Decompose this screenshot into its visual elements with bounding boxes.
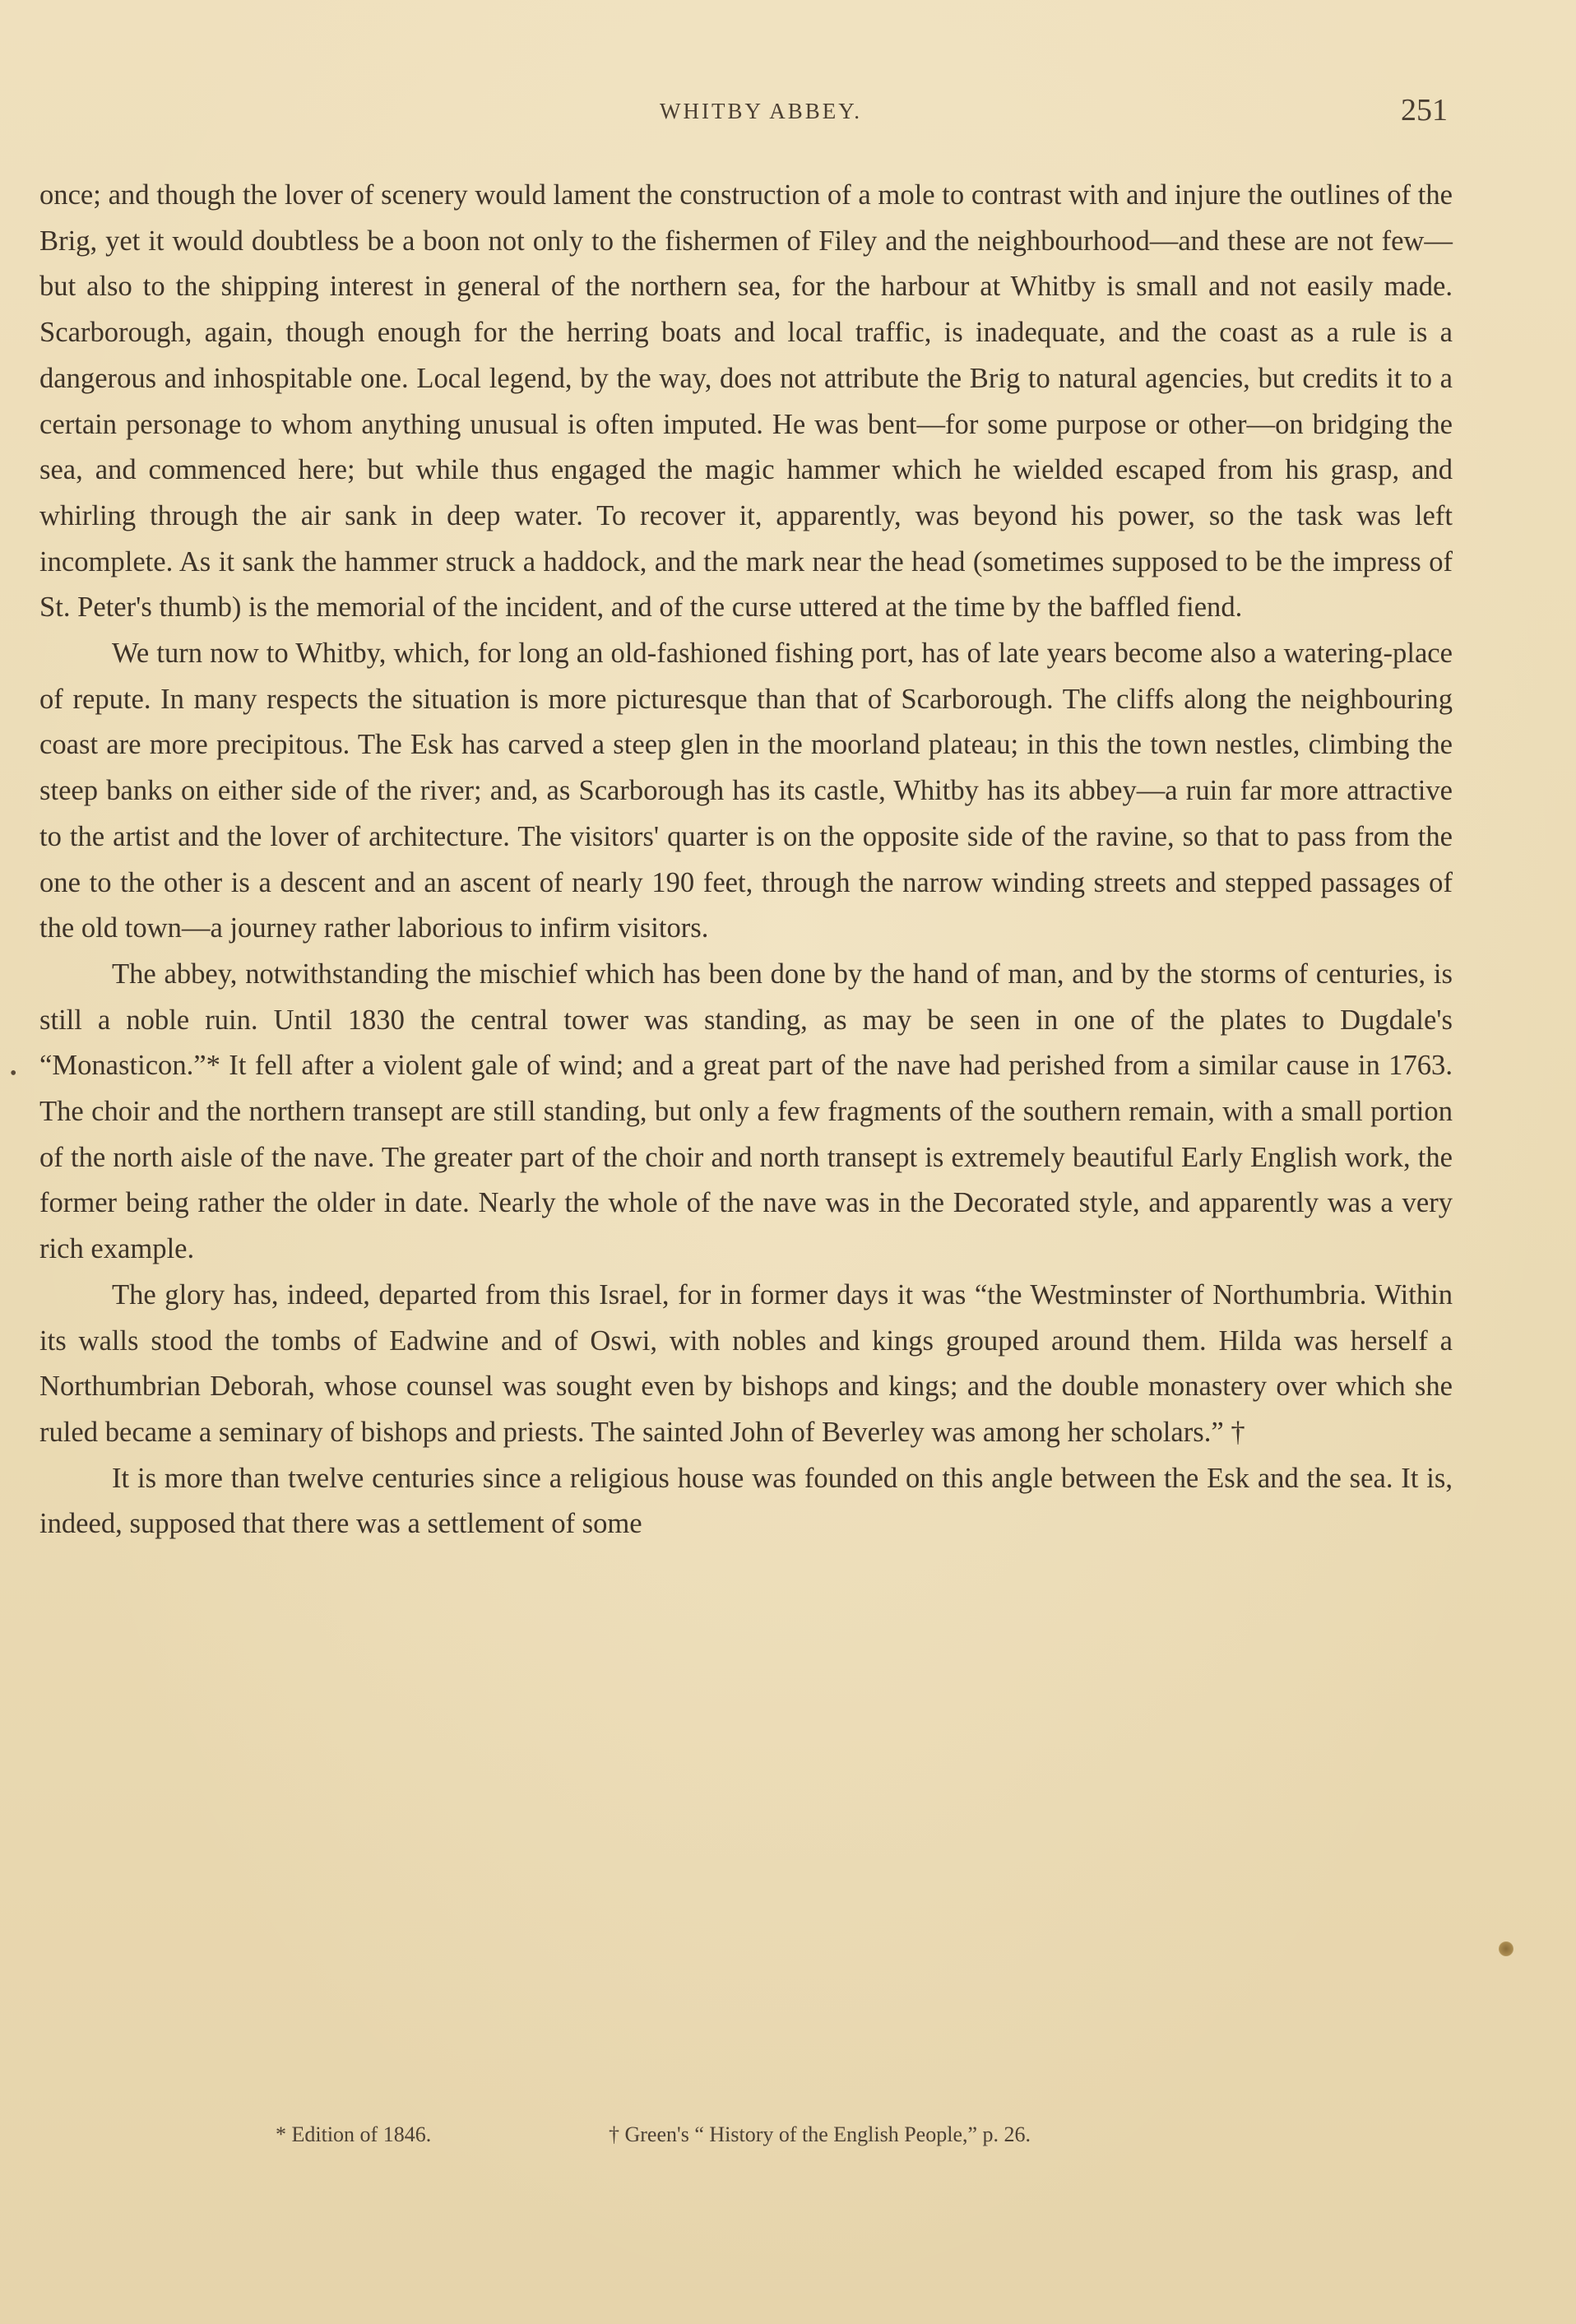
- paragraph-religious-house: It is more than twelve centuries since a religious house was founded on this angle between the Esk and the sea. It is, indeed, supposed that there was a settlement of some: [39, 1462, 1453, 1540]
- footnotes: [0, 2122, 1576, 2155]
- page-number: 251: [1401, 93, 1448, 128]
- paragraph-abbey-ruin: The abbey, notwithstanding the mischief which has been done by the hand of man, and by the storms of centuries, is still a noble ruin. Until 1830 the central tower was standing, as may be seen in one of the plates to Dugdale's “Monasticon.”* It fell after a violent gale of wind; and a great part of the nave had perished from a similar cause in 1763. The choir and the northern transept are still standing, but only a few fragments of the southern remain, with a small portion of the north aisle of the nave. The greater part of the choir and north transept is extremely beautiful Early English work, the former being rather the older in date. Nearly the whole of the nave was in the Decorated style, and apparently was a very rich example.: [39, 958, 1453, 1265]
- paragraph-brig-legend: once; and though the lover of scenery would lament the construction of a mole to contrast with and injure the outlines of the Brig, yet it would doubtless be a boon not only to the fishermen of Filey and the neighbourhood—and these are not few—but also to the shipping interest in general of the northern sea, for the harbour at Whitby is small and not easily made. Scarborough, again, though enough for the herring boats and local traffic, is inadequate, and the coast as a rule is a dangerous and inhospitable one. Local legend, by the way, does not attribute the Brig to natural agencies, but credits it to a certain personage to whom anything unusual is often imputed. He was bent—for some purpose or other—on bridging the sea, and commenced here; but while thus engaged the magic hammer which he wielded escaped from his grasp, and whirling through the air sank in deep water. To recover it, apparently, was beyond his power, so the task was left incomplete. As it sank the hammer struck a haddock, and the mark near the head (sometimes supposed to be the impress of St. Peter's thumb) is the memorial of the incident, and of the curse uttered at the time by the baffled fiend.: [39, 179, 1453, 624]
- footnote-edition: * Edition of 1846.: [276, 2122, 432, 2146]
- margin-mark-icon: •: [10, 1063, 17, 1084]
- ink-spot-icon: [1499, 1941, 1513, 1956]
- paragraph-whitby-town: We turn now to Whitby, which, for long an old-fashioned fishing port, has of late years become also a watering-place of repute. In many respects the situation is more picturesque than that of Scarborough. The cliffs along the neighbouring coast are more precipitous. The Esk has carved a steep glen in the moorland plateau; in this the town nestles, climbing the steep banks on either side of the river; and, as Scarborough has its castle, Whitby has its abbey—a ruin far more attractive to the artist and the lover of architecture. The visitors' quarter is on the opposite side of the ravine, so that to pass from the one to the other is a descent and an ascent of nearly 190 feet, through the narrow winding streets and stepped passages of the old town—a journey rather laborious to infirm visitors.: [39, 638, 1453, 944]
- running-head: [0, 92, 1576, 141]
- footnote-green-history: † Green's “ History of the English People,” p. 26.: [609, 2122, 1031, 2146]
- running-title: WHITBY ABBEY.: [659, 99, 862, 123]
- paragraph-glory-departed: The glory has, indeed, departed from this Israel, for in former days it was “the Westminster of Northumbria. Within its walls stood the tombs of Eadwine and of Oswi, with nobles and kings grouped around them. Hilda was herself a Northumbrian Deborah, whose counsel was sought even by bishops and kings; and the double monastery over which she ruled became a seminary of bishops and priests. The sainted John of Beverley was among her scholars.” †: [39, 1278, 1453, 1448]
- body-text: [39, 173, 1453, 1547]
